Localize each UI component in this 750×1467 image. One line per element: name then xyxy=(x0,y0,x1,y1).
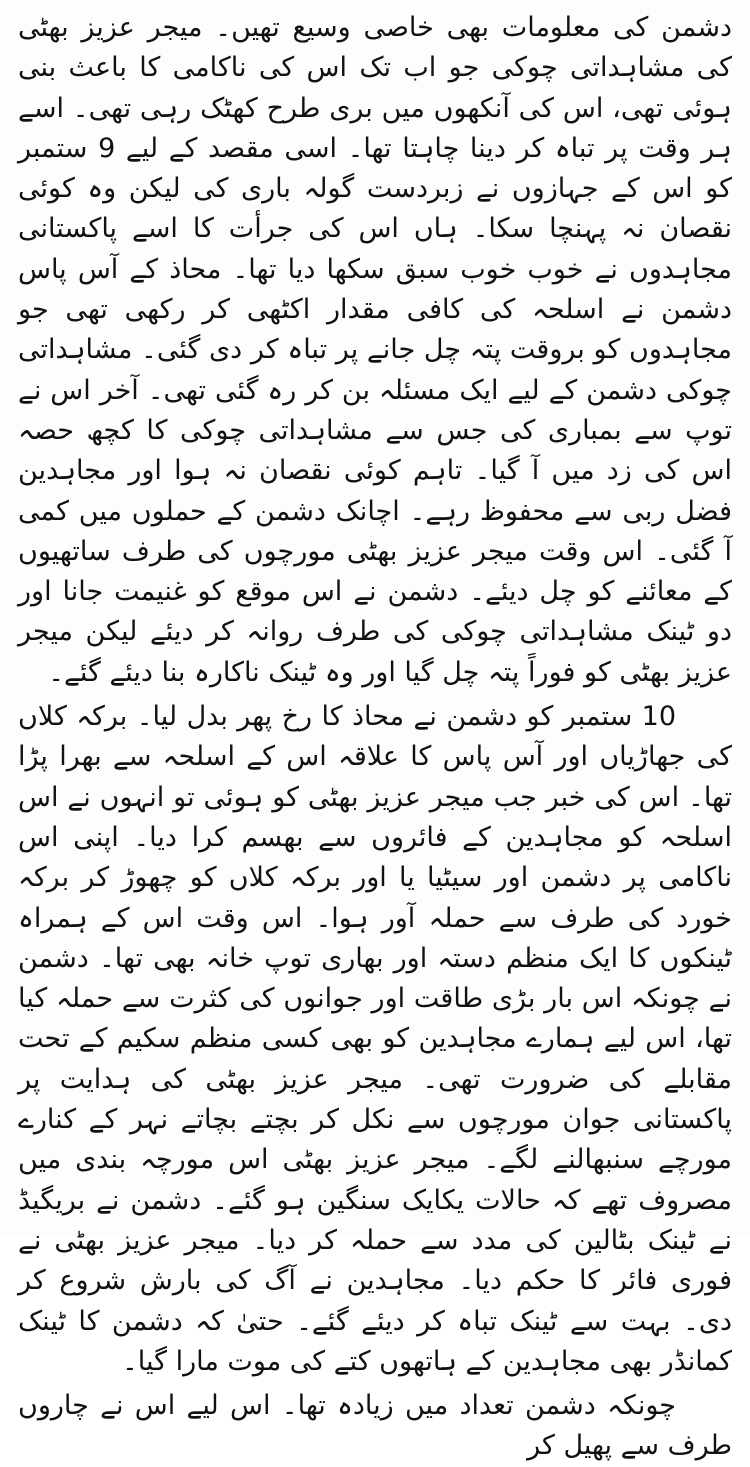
paragraph-1: دشمن کی معلومات بھی خاصی وسیع تھیں۔ میجر عزیز بھٹی کی مشاہداتی چوکی جو اب تک اس کی ناکامی کا باعث بنی ہوئی تھی، اس کی آنکھوں میں بری طرح کھٹک رہی تھی۔ اسے ہر وقت پر تباہ کر دینا چاہتا تھا۔ اسی مقصد کے لیے 9 ستمبر کو اس کے جہازوں نے زبردست گولہ باری کی لیکن وہ کوئی نقصان نہ پہنچا سکا۔ ہاں اس کی جرأت کا اسے پاکستانی مجاہدوں نے خوب خوب سبق سکھا دیا تھا۔ محاذ کے آس پاس دشمن نے اسلحہ کی کافی مقدار اکٹھی کر رکھی تھی جو مجاہدوں کو بروقت پتہ چل جانے پر تباہ کر دی گئی۔ مشاہداتی چوکی دشمن کے لیے ایک مسئلہ بن کر رہ گئی تھی۔ آخر اس نے توپ سے بمباری کی جس سے مشاہداتی چوکی کا کچھ حصہ اس کی زد میں آ گیا۔ تاہم کوئی نقصان نہ ہوا اور مجاہدین فضل ربی سے محفوظ رہے۔ اچانک دشمن کے حملوں میں کمی آ گئی۔ اس وقت میجر عزیز بھٹی مورچوں کی طرف ساتھیوں کے معائنے کو چل دیئے۔ دشمن نے اس موقع کو غنیمت جانا اور دو ٹینک مشاہداتی چوکی کی طرف روانہ کر دیئے لیکن میجر عزیز بھٹی کو فوراً پتہ چل گیا اور وہ ٹینک ناکارہ بنا دیئے گئے۔ xyxy=(18,12,732,688)
paragraph-3: چونکہ دشمن تعداد میں زیادہ تھا۔ اس لیے اس نے چاروں طرف سے پھیل کر xyxy=(18,1390,732,1462)
article-body xyxy=(18,8,732,1467)
paragraph-2: 10 ستمبر کو دشمن نے محاذ کا رخ پھر بدل لیا۔ برکہ کلاں کی جھاڑیاں اور آس پاس کا علاقہ اس کے اسلحہ سے بھرا پڑا تھا۔ اس کی خبر جب میجر عزیز بھٹی کو ہوئی تو انہوں نے اس اسلحہ کو مجاہدین کے فائروں سے بھسم کرا دیا۔ اپنی اس ناکامی پر دشمن اور سیٹیا یا اور برکہ کلاں کو چھوڑ کر برکہ خورد کی طرف سے حملہ آور ہوا۔ اس وقت اس کے ہمراہ ٹینکوں کا ایک منظم دستہ اور بھاری توپ خانہ بھی تھا۔ دشمن نے چونکہ اس بار بڑی طاقت اور جوانوں کی کثرت سے حملہ کیا تھا، اس لیے ہمارے مجاہدین کو بھی کسی منظم سکیم کے تحت مقابلے کی ضرورت تھی۔ میجر عزیز بھٹی کی ہدایت پر پاکستانی جوان مورچوں سے نکل کر بچتے بچاتے نہر کے کنارے مورچے سنبھالنے لگے۔ میجر عزیز بھٹی اس مورچہ بندی میں مصروف تھے کہ حالات یکایک سنگین ہو گئے۔ دشمن نے بریگیڈ نے ٹینک بٹالین کی مدد سے حملہ کر دیا۔ میجر عزیز بھٹی نے فوری فائر کا حکم دیا۔ مجاہدین نے آگ کی بارش شروع کر دی۔ بہت سے ٹینک تباہ کر دیئے گئے۔ حتیٰ کہ دشمن کا ٹینک کمانڈر بھی مجاہدین کے ہاتھوں کتے کی موت مارا گیا۔ xyxy=(18,701,732,1377)
